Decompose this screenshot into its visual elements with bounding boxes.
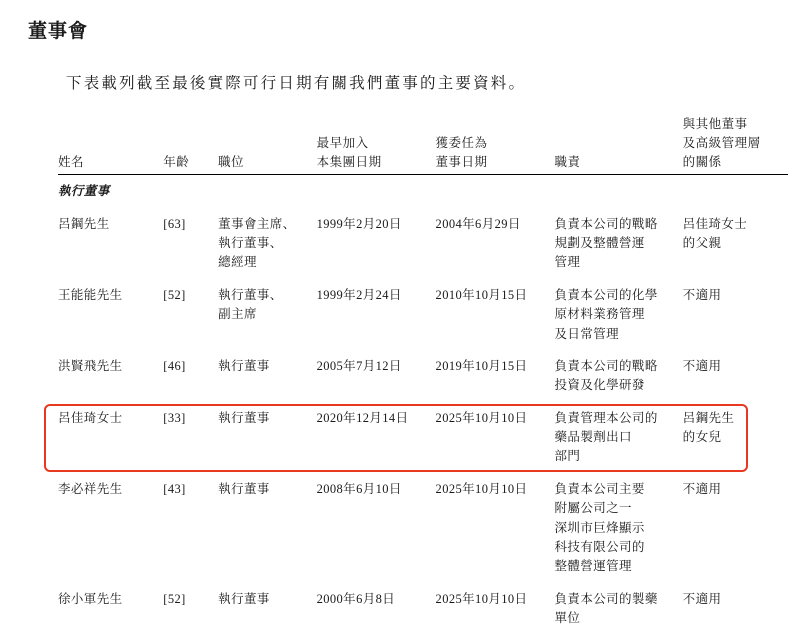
cell-join-date: 1999年2月20日 (316, 216, 402, 231)
cell-duty: 負責本公司的製藥 單位 (554, 591, 658, 625)
cell-appointed-date: 2025年10月10日 (435, 410, 528, 425)
column-header-age: 年齡 (163, 115, 218, 175)
cell-appointed-date: 2025年10月10日 (435, 591, 528, 606)
group-label: 執行董事 (58, 184, 110, 199)
column-header-appointed-date: 獲委任為 董事日期 (436, 115, 555, 175)
column-header-relationship: 與其他董事 及高級管理層 的關係 (683, 115, 788, 175)
table-header-row (58, 115, 788, 175)
cell-relationship: 呂佳琦女士 的父親 (682, 216, 748, 250)
cell-duty: 負責本公司的化學 原材料業務管理 及日常管理 (554, 287, 658, 341)
cell-age: [52] (163, 287, 186, 302)
cell-name: 呂鋼先生 (58, 216, 110, 231)
cell-name: 李必祥先生 (58, 481, 123, 496)
cell-position: 執行董事 (218, 481, 270, 496)
table-row (58, 350, 788, 402)
cell-join-date: 2000年6月8日 (316, 591, 396, 606)
cell-position: 執行董事 (218, 410, 270, 425)
page-title: 董事會 (28, 21, 89, 42)
table-row (58, 473, 788, 583)
table-row (58, 208, 788, 279)
cell-age: [43] (163, 481, 186, 496)
cell-appointed-date: 2019年10月15日 (435, 358, 528, 373)
cell-name: 徐小軍先生 (58, 591, 123, 606)
column-header-name: 姓名 (58, 115, 163, 175)
cell-position: 執行董事、 副主席 (218, 287, 283, 322)
cell-appointed-date: 2004年6月29日 (435, 216, 521, 231)
cell-name: 王能能先生 (58, 287, 123, 302)
cell-relationship: 不適用 (682, 481, 722, 496)
cell-duty: 負責本公司主要 附屬公司之一 深圳市巨烽顯示 科技有限公司的 整體營運管理 (554, 481, 645, 574)
cell-age: [46] (163, 358, 186, 373)
cell-age: [63] (163, 216, 186, 231)
cell-join-date: 1999年2月24日 (316, 287, 402, 302)
cell-join-date: 2008年6月10日 (316, 481, 402, 496)
cell-position: 執行董事 (218, 358, 270, 373)
cell-relationship: 不適用 (682, 591, 722, 606)
cell-position: 執行董事 (218, 591, 270, 606)
cell-duty: 負責本公司的戰略 投資及化學研發 (554, 358, 658, 393)
intro-paragraph: 下表載列截至最後實際可行日期有關我們董事的主要資料。 (66, 75, 527, 92)
column-header-join-date: 最早加入 本集團日期 (317, 115, 436, 175)
cell-appointed-date: 2025年10月10日 (435, 481, 528, 496)
cell-relationship: 不適用 (682, 287, 722, 302)
table-row-highlighted (58, 402, 788, 473)
cell-name: 呂佳琦女士 (58, 410, 123, 425)
cell-relationship: 不適用 (682, 358, 722, 373)
column-header-position: 職位 (218, 115, 316, 175)
cell-position: 董事會主席、 執行董事、 總經理 (218, 216, 296, 270)
table-row (58, 279, 788, 350)
cell-duty: 負責管理本公司的 藥品製劑出口 部門 (554, 410, 658, 464)
directors-table (58, 115, 788, 634)
cell-appointed-date: 2010年10月15日 (435, 287, 528, 302)
table-row (58, 583, 788, 635)
column-header-duty: 職責 (555, 115, 683, 175)
cell-age: [52] (163, 591, 186, 606)
cell-name: 洪賢飛先生 (58, 358, 123, 373)
cell-duty: 負責本公司的戰略 規劃及整體營運 管理 (554, 216, 658, 270)
cell-age: [33] (163, 410, 186, 425)
table-group-row-executive-directors (58, 175, 788, 208)
cell-join-date: 2005年7月12日 (316, 358, 402, 373)
cell-relationship: 呂鋼先生 的女兒 (682, 410, 735, 444)
cell-join-date: 2020年12月14日 (316, 410, 409, 425)
